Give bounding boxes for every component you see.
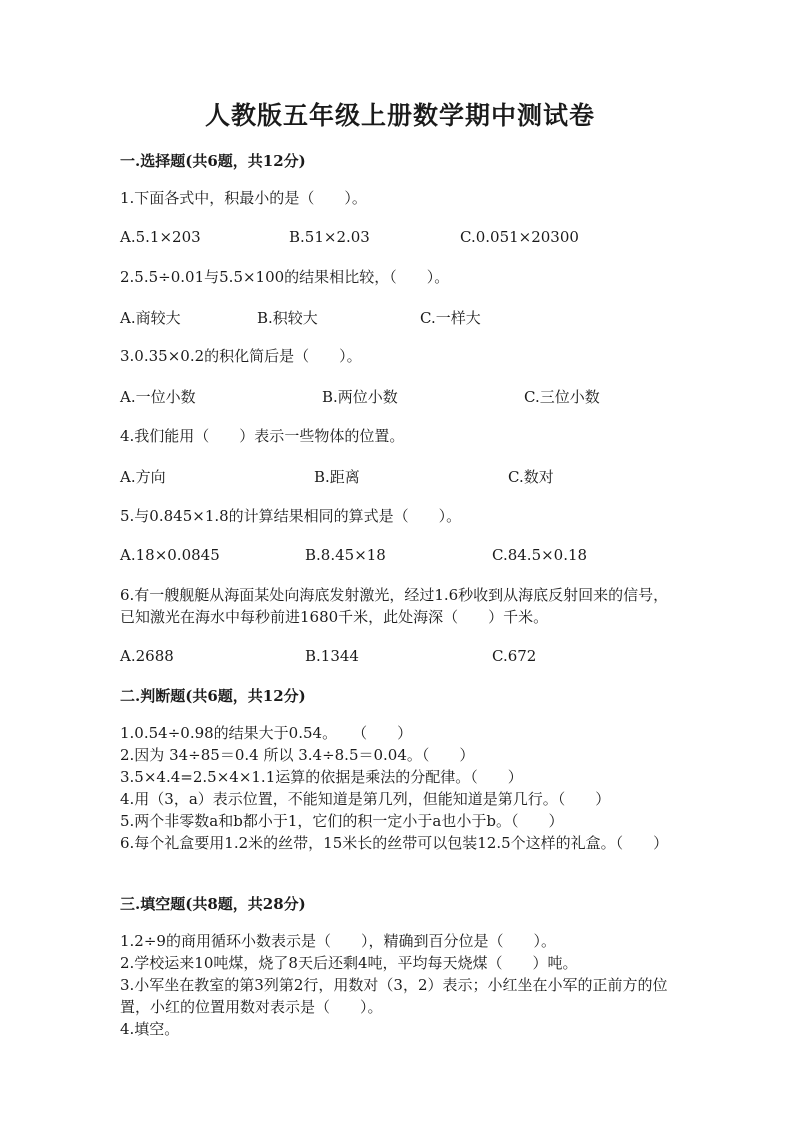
section-heading-choice: 一.选择题(共6题，共12分) [120,152,306,170]
fill-item: 2.学校运来10吨煤，烧了8天后还剩4吨，平均每天烧煤（ ）吨。 [120,954,578,972]
question-text: 4.我们能用（ ）表示一些物体的位置。 [120,427,405,445]
option-a: A.2688 [120,647,174,665]
option-a: A.18×0.0845 [120,546,220,564]
question-text: 5.与0.845×1.8的计算结果相同的算式是（ ）。 [120,507,462,525]
option-b: B.51×2.03 [289,228,370,246]
option-c: C.三位小数 [524,388,600,406]
option-a: A.5.1×203 [120,228,201,246]
option-a: A.一位小数 [120,388,196,406]
option-c: C.一样大 [420,309,481,327]
fill-item: 4.填空。 [120,1020,180,1038]
option-b: B.距离 [314,468,360,486]
option-c: C.84.5×0.18 [492,546,588,564]
option-b: B.8.45×18 [305,546,386,564]
section-heading-judge: 二.判断题(共6题，共12分) [120,687,306,705]
question-text: 1.下面各式中，积最小的是（ ）。 [120,189,367,207]
option-b: B.积较大 [257,309,318,327]
option-a: A.方向 [120,468,166,486]
option-b: B.两位小数 [322,388,398,406]
question-text: 6.有一艘舰艇从海面某处向海底发射激光，经过1.6秒收到从海底反射回来的信号，已知激光在海水中每秒前进1680千米，此处海深（ ）千米。 [120,586,669,626]
judge-item: 1.0.54÷0.98的结果大于0.54。 （ ） [120,724,413,742]
option-c: C.0.051×20300 [460,228,579,246]
judge-item: 4.用（3，a）表示位置，不能知道是第几列，但能知道是第几行。（ ） [120,790,611,808]
judge-item: 6.每个礼盒要用1.2米的丝带，15米长的丝带可以包装12.5个这样的礼盒。（ ） [120,834,669,852]
fill-item: 1.2÷9的商用循环小数表示是（ ），精确到百分位是（ ）。 [120,932,556,950]
option-a: A.商较大 [120,309,181,327]
question-text: 2.5.5÷0.01与5.5×100的结果相比较，（ ）。 [120,268,450,286]
section-heading-fill: 三.填空题(共8题，共28分) [120,895,306,913]
option-c: C.672 [492,647,537,665]
judge-item: 2.因为 34÷85＝0.4 所以 3.4÷8.5＝0.04。（ ） [120,746,475,764]
option-c: C.数对 [508,468,554,486]
judge-item: 3.5×4.4=2.5×4×1.1运算的依据是乘法的分配律。（ ） [120,768,523,786]
option-b: B.1344 [305,647,359,665]
question-text: 3.0.35×0.2的积化简后是（ ）。 [120,347,362,365]
fill-item: 3.小军坐在教室的第3列第2行，用数对（3，2）表示；小红坐在小军的正前方的位置，小红的位置用数对表示是（ ）。 [120,976,668,1016]
page-title: 人教版五年级上册数学期中测试卷 [204,101,595,130]
judge-item: 5.两个非零数a和b都小于1，它们的积一定小于a也小于b。（ ） [120,812,564,830]
